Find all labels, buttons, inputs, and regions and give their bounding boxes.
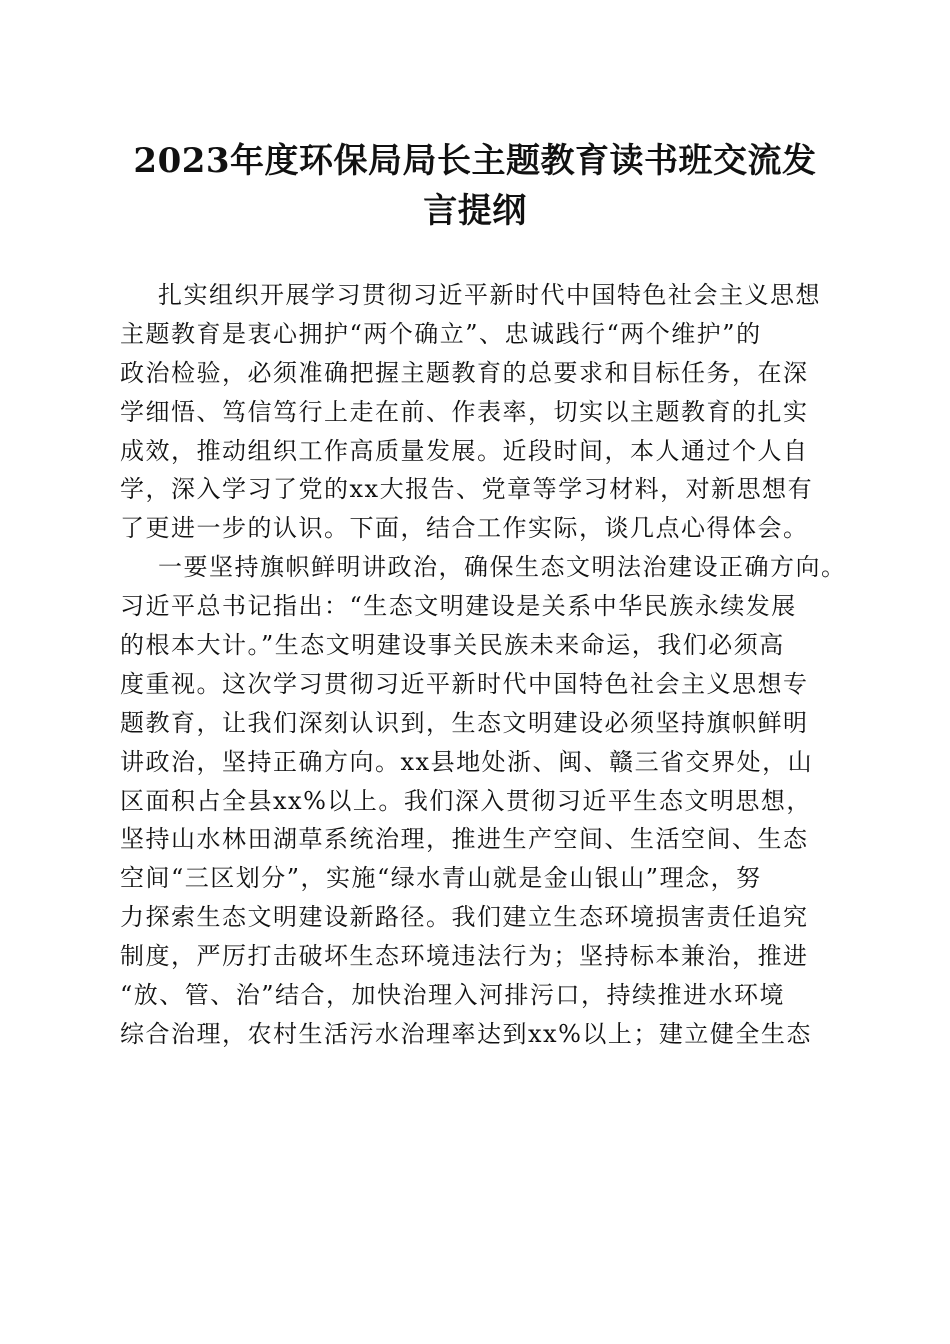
title-line: 言提纲 bbox=[423, 191, 527, 231]
paragraph-2-line: 区面积占全县xx%以上。我们深入贯彻习近平生态文明思想， bbox=[120, 786, 812, 815]
document-body bbox=[120, 276, 847, 1054]
paragraph-1-line: 主题教育是衷心拥护“两个确立”、忠诚践行“两个维护”的 bbox=[120, 319, 762, 348]
paragraph-2-line: 制度，严厉打击破坏生态环境违法行为；坚持标本兼治，推进 bbox=[120, 942, 809, 971]
paragraph-2-line: 一要坚持旗帜鲜明讲政治，确保生态文明法治建设正确方向。 bbox=[158, 553, 847, 582]
paragraph-1-line: 学细悟、笃信笃行上走在前、作表率，切实以主题教育的扎实 bbox=[120, 397, 809, 426]
paragraph-2-line: 讲政治，坚持正确方向。xx县地处浙、闽、赣三省交界处，山 bbox=[120, 747, 814, 776]
paragraph-1-line: 成效，推动组织工作高质量发展。近段时间，本人通过个人自 bbox=[120, 436, 809, 465]
paragraph-2-line: 坚持山水林田湖草系统治理，推进生产空间、生活空间、生态 bbox=[120, 825, 809, 854]
paragraph-1-line: 政治检验，必须准确把握主题教育的总要求和目标任务，在深 bbox=[120, 358, 809, 387]
paragraph-2-line: 度重视。这次学习贯彻习近平新时代中国特色社会主义思想专 bbox=[120, 669, 809, 698]
paragraph-2-line: 空间“三区划分”，实施“绿水青山就是金山银山”理念，努 bbox=[120, 864, 762, 893]
paragraph-2-line: 力探索生态文明建设新路径。我们建立生态环境损害责任追究 bbox=[120, 903, 809, 932]
paragraph-1-line: 扎实组织开展学习贯彻习近平新时代中国特色社会主义思想 bbox=[158, 281, 821, 309]
paragraph-2-line: “放、管、治”结合，加快治理入河排污口，持续推进水环境 bbox=[120, 981, 786, 1010]
paragraph-1-line: 学，深入学习了党的xx大报告、党章等学习材料，对新思想有 bbox=[120, 475, 814, 504]
title-line: 2023年度环保局局长主题教育读书班交流发 bbox=[133, 141, 817, 181]
document-title bbox=[120, 136, 830, 236]
paragraph-2-line: 题教育，让我们深刻认识到，生态文明建设必须坚持旗帜鲜明 bbox=[120, 708, 809, 737]
paragraph-2-line: 综合治理，农村生活污水治理率达到xx%以上；建立健全生态 bbox=[120, 1019, 812, 1048]
paragraph-2-line: 习近平总书记指出：“生态文明建设是关系中华民族永续发展 bbox=[120, 592, 797, 621]
paragraph-1-line: 了更进一步的认识。下面，结合工作实际，谈几点心得体会。 bbox=[120, 514, 809, 543]
paragraph-2-line: 的根本大计。”生态文明建设事关民族未来命运，我们必须高 bbox=[120, 631, 785, 660]
